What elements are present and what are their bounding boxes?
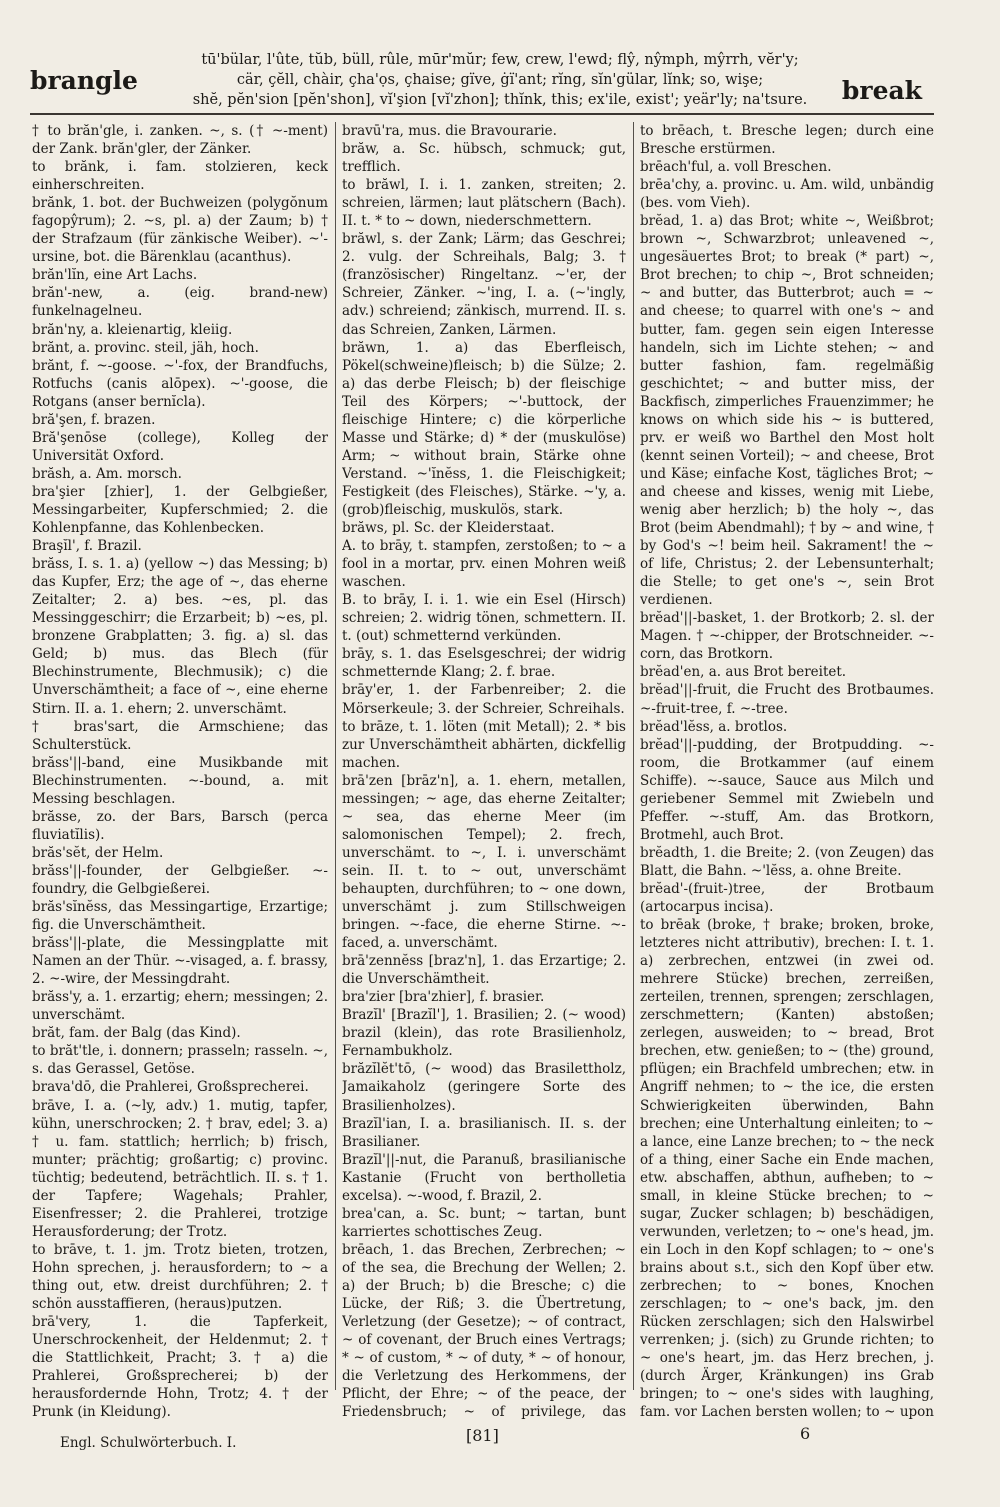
dictionary-entry: brăss'||-plate, die Messingplatte mit Namen an der Thür. ~-visaged, a. f. brassy, 2. ~-wire, der Messingdraht. — [32, 935, 328, 988]
dictionary-entry: brăwn, 1. a) das Eberfleisch, Pökel(schweine)fleisch; b) die Sülze; 2. a) das derbe Fleisch; b) der fleischige Teil des Körpers; ~'-buttock, der fleischige Hintere; c) die körperliche Masse und Stärke; d) * der (muskulöse) Arm; ~ without brain, Stärke ohne Verstand. ~'ĭnĕss, 1. die Fleischigkeit; Festigkeit (des Fleisches), Stärke. ~'y, a. (grob)fleischig, muskulös, stark. — [342, 339, 626, 518]
dictionary-entry: to brăt'tle, i. donnern; prasseln; rasseln. ~, s. das Gerassel, Getöse. — [32, 1043, 328, 1078]
dictionary-entry: brăwl, s. der Zank; Lärm; das Geschrei; 2. vulg. der Schreihals, Balg; 3. † (französischer) Ringeltanz. ~'er, der Schreier, Zänker. ~'ing, I. a. (~'ingly, adv.) schreiend; zänkisch, murrend. II. s. das Schreien, Zanken, Lärmen. — [342, 231, 626, 338]
dictionary-entry: B. to brāy, I. i. 1. wie ein Esel (Hirsch) schreien; 2. widrig tönen, schmettern. II. t. (out) schmetternd verkünden. — [342, 592, 626, 645]
dictionary-entry: to brănk, i. fam. stolzieren, keck einherschreiten. — [32, 159, 328, 194]
header-rule — [30, 113, 934, 115]
dictionary-entry: brēach, 1. das Brechen, Zerbrechen; ~ of the sea, die Brechung der Wellen; 2. a) der Bruch; b) die Bresche; c) die Lücke, der Riß; 3. die Übertretung, Verletzung (der Gesetze); ~ of contract, ~ of covenant, der Bruch eines Vertrags; * ~ of custom, * ~ of duty, * ~ of honour, die Verletzung des Herkommens, der Pflicht, der Ehre; ~ of the peace, der Friedensbruch; ~ of privilege, das — [342, 1241, 626, 1421]
signature-mark: 6 — [800, 1424, 811, 1443]
dictionary-entry: brăs'sĕt, der Helm. — [32, 844, 164, 861]
pronunciation-key — [190, 50, 810, 110]
dictionary-entry: brăn'lĭn, eine Art Lachs. — [32, 267, 198, 284]
dictionary-entry: brănk, 1. bot. der Buchweizen (polygŏnum fagopŷrum); 2. ~s, pl. a) der Zaum; b) † der Strafzaum (für zänkische Weiber). ~'-ursine, bot. die Bärenklau (acanthus). — [32, 195, 328, 266]
dictionary-entry: bravū'ra, mus. die Bravourarie. — [342, 123, 557, 139]
dictionary-entry: A. to brāy, t. stampfen, zerstoßen; to ~ a fool in a mortar, prv. einen Mohren weiß waschen. — [342, 538, 626, 591]
pronunciation-line: cär, çĕll, chàir, çha'ọs, çhaise; gïve, ġï'ant; rĭng, sĭn'gülar, lĭnk; so, wişe; — [236, 72, 764, 88]
dictionary-entry: brā'zen [brāz'n], a. 1. ehern, metallen, messingen; ~ age, das eherne Zeitalter; ~ sea, das eherne Meer (im salomonischen Tempel); 2. frech, unverschämt. to ~, I. i. unverschämt sein. II. t. to ~ out, unverschämt behaupten, durchführen; to ~ one down, unverschämt j. zum Stillschweigen bringen. ~-face, die eherne Stirne. ~-faced, a. unverschämt. — [342, 772, 626, 952]
dictionary-entry: brĕad, 1. a) das Brot; white ~, Weißbrot; brown ~, Schwarzbrot; unleavened ~, ungesäuertes Brot; to break (* part) ~, Brot brechen; to chip ~, Brot schneiden; ~ and butter, das Butterbrot; auch = ~ and cheese; to quarrel with one's ~ and butter, fam. gegen sein eigen Interesse handeln, sich im Lichte stehen; ~ and butter fashion, fam. regelmäßig geschichtet; ~ and butter miss, der Backfisch, zimperliches Frauenzimmer; he knows on which side his ~ is buttered, prv. er weiß wo Barthel den Most holt (kennt seinen Vorteil); ~ and cheese, Brot und Käse; einfache Kost, tägliches Brot; ~ and cheese and kisses, wenig mit Liebe, wenig aber herzlich; b) the holy ~, das Brot (beim Abendmahl); † by ~ and wine, † by God's ~! beim heil. Sakrament! the ~ of life, Christus; 2. der Lebensunterhalt; die Stelle; to get one's ~, sein Brot verdienen. — [640, 213, 934, 609]
dictionary-entry: brănt, f. ~-goose. ~'-fox, der Brandfuchs, Rotfuchs (canis alōpex). ~'-goose, die Rotgans (anser bernĭcla). — [32, 357, 328, 410]
dictionary-entry: brăn'ny, a. kleienartig, kleiig. — [32, 321, 233, 338]
dictionary-entry: to brāve, t. 1. jm. Trotz bieten, trotzen, Hohn sprechen, j. herausfordern; to ~ a thing out, etw. dreist durchführen; 2. † schön ausstaffieren, (heraus)putzen. — [32, 1241, 328, 1313]
dictionary-entry: brāve, I. a. (~ly, adv.) 1. mutig, tapfer, kühn, unerschrocken; 2. † brav, edel; 3. a) † u. fam. stattlich; herrlich; b) frisch, munter; prächtig; großartig; c) provinc. tüchtig; bedeutend, beträchtlich. II. s. † 1. der Tapfere; Wagehals; Prahler, Eisenfresser; 2. die Prahlerei, trotzige Herausforderung; der Trotz. — [32, 1097, 328, 1240]
column-divider — [633, 122, 634, 1390]
dictionary-entry: bra'zier [bra'zhier], f. brasier. — [342, 989, 545, 1006]
dictionary-entry: brănt, a. provinc. steil, jäh, hoch. — [32, 339, 259, 356]
dictionary-entry: brā'very, 1. die Tapferkeit, Unerschrockenheit, der Heldenmut; 2. † die Stattlichkeit, Pracht; 3. † a) die Prahlerei, Großsprecherei; b) der herausfordernde Hohn, Trotz; 4. † der Prunk (in Kleidung). — [32, 1314, 328, 1421]
dictionary-entry: brăw, a. Sc. hübsch, schmuck; gut, trefflich. — [342, 141, 626, 176]
dictionary-entry: brăsse, zo. der Bars, Barsch (perca fluviatĭlis). — [32, 808, 328, 843]
dictionary-entry: brăzĭlĕt'tō, (~ wood) das Brasilettholz, Jamaikaholz (geringere Sorte des Brasilienholzes). — [342, 1061, 626, 1114]
pronunciation-line: shĕ, pĕn'sion [pĕn'shon], vĭ'şion [vĭ'zhon]; thĭnk, this; ex'ile, exist'; yeär'ly; na'tsure. — [192, 92, 808, 108]
dictionary-entry: brĕad'en, a. aus Brot bereitet. — [640, 664, 847, 681]
dictionary-entry: Brazĭl'||-nut, die Paranuß, brasilianische Kastanie (Frucht von bertholletia excelsa). ~-wood, f. Brazil, 2. — [342, 1151, 626, 1204]
dictionary-entry: brăss'||-founder, der Gelbgießer. ~-foundry, die Gelbgießerei. — [32, 862, 328, 897]
dictionary-entry: brĕad'lĕss, a. brotlos. — [640, 718, 788, 735]
dictionary-entry: brēach'ful, a. voll Breschen. — [640, 159, 832, 176]
dictionary-entry: brēa'chy, a. provinc. u. Am. wild, unbändig (bes. vom Vieh). — [640, 177, 934, 212]
dictionary-entry: Braşĭl', f. Brazil. — [32, 538, 142, 555]
dictionary-entry: brăss, I. s. 1. a) (yellow ~) das Messing; b) das Kupfer, Erz; the age of ~, das eherne Zeitalter; 2. a) bes. ~es, pl. das Messinggeschirr; die Erzarbeit; b) ~es, pl. bronzene Grabplatten; 3. fig. a) sl. das Geld; b) mus. das Blech (für Blechinstrumente, Blechmusik); c) die Unverschämtheit; a face of ~, eine eherne Stirn. II. a. 1. ehern; 2. unverschämt. — [32, 556, 328, 717]
dictionary-entry: Bră'şenōse (college), Kolleg der Universität Oxford. — [32, 429, 328, 464]
dictionary-entry — [32, 1421, 328, 1422]
dictionary-entry: brĕad'||-pudding, der Brotpudding. ~-room, die Brotkammer (auf einem Schiffe). ~-sauce, Sauce aus Milch und geriebener Semmel mit Zwiebeln und Pfeffer. ~-stuff, Am. das Brotkorn, Brotmehl, auch Brot. — [640, 736, 934, 843]
dictionary-entry: † bras'sart, die Armschiene; das Schulterstück. — [32, 718, 328, 753]
dictionary-entry: brăn'-new, a. (eig. brand-new) funkelnagelneu. — [32, 285, 328, 320]
column-1 — [32, 122, 328, 1422]
dictionary-entry: Brazĭl'ian, I. a. brasilianisch. II. s. der Brasilianer. — [342, 1115, 626, 1150]
dictionary-entry: bră'şen, f. brazen. — [32, 411, 156, 428]
book-title-footer: Engl. Schulwörterbuch. I. — [60, 1435, 237, 1451]
dictionary-entry: brăsh, a. Am. morsch. — [32, 465, 182, 482]
dictionary-entry: to brēach, t. Bresche legen; durch eine Bresche erstürmen. — [640, 123, 934, 158]
column-2 — [342, 122, 626, 1422]
page-number: [81] — [466, 1426, 499, 1445]
dictionary-entry: brăs'sĭnĕss, das Messingartige, Erzartige; fig. die Unverschämtheit. — [32, 899, 328, 934]
dictionary-entry: brăss'||-band, eine Musikbande mit Blechinstrumenten. ~-bound, a. mit Messing beschlagen. — [32, 754, 328, 807]
dictionary-entry: bra'şier [zhier], 1. der Gelbgießer, Messingarbeiter, Kupferschmied; 2. die Kohlenpfanne, das Kohlenbecken. — [32, 483, 328, 537]
dictionary-entry: to brăwl, I. i. 1. zanken, streiten; 2. schreien, lärmen; laut plätschern (Bach). II. t. * to ~ down, niederschmettern. — [342, 177, 626, 230]
dictionary-entry: to brēak (broke, † brake; broken, broke, letzteres nicht attributiv), brechen: I. t. 1. a) zerbrechen, entzwei (in zwei od. mehrere Stücke) brechen, zerreißen, zerteilen, trennen, sprengen; zerschlagen, zerschmettern; (Kanten) abstoßen; zerlegen, ausweiden; to ~ bread, Brot brechen, etw. genießen; to ~ (the) ground, pflügen; ein Brachfeld umbrechen; etw. in Angriff nehmen; to ~ the ice, die ersten Schwierigkeiten überwinden, Bahn brechen; eine Unterhaltung einleiten; to ~ a lance, eine Lanze brechen; to ~ the neck of a thing, einer Sache ein Ende machen, etw. abschaffen, abthun, aufheben; to ~ small, in kleine Stücke brechen; to ~ sugar, Zucker schlagen; b) beschädigen, verwunden, verletzen; to ~ one's head, jm. ein Loch in den Kopf schlagen; to ~ one's brains about s.t., sich den Kopf über etw. zerbrechen; to ~ bones, Knochen zerschlagen; to ~ one's back, jm. den Rücken zerschlagen; sich den Halswirbel verrenken; j. (sich) zu Grunde richten; to ~ one's heart, jm. das Herz brechen, j. (durch Ärger, Kränkungen) ins Grab bringen; to ~ one's sides with laughing, fam. vor Lachen bersten wollen; to ~ upon — [640, 917, 934, 1421]
dictionary-entry: brĕad'-(fruit-)tree, der Brotbaum (artocarpus incisa). — [640, 880, 934, 916]
dictionary-entry: † to brăn'gle, i. zanken. ~, s. († ~-ment) der Zank. brăn'gler, der Zänker. — [32, 123, 328, 158]
dictionary-entry: Brazĭl' [Brazĭl'], 1. Brasilien; 2. (~ wood) brazil (klein), das rote Brasilienholz, Fernambukholz. — [342, 1007, 626, 1060]
dictionary-entry: brĕadth, 1. die Breite; 2. (von Zeugen) das Blatt, die Bahn. ~'lĕss, a. ohne Breite. — [640, 844, 934, 879]
dictionary-entry: brăws, pl. Sc. der Kleiderstaat. — [342, 520, 555, 537]
dictionary-entry: brava'dō, die Prahlerei, Großsprecherei. — [32, 1079, 309, 1096]
left-guide-word: brangle — [30, 66, 138, 95]
dictionary-entry: brea'can, a. Sc. bunt; ~ tartan, bunt karriertes schottisches Zeug. — [342, 1205, 626, 1240]
dictionary-entry: brāy'er, 1. der Farbenreiber; 2. die Mörserkeule; 3. der Schreier, Schreihals. — [342, 682, 626, 717]
dictionary-entry: brĕad'||-basket, 1. der Brotkorb; 2. sl. der Magen. † ~-chipper, der Brotschneider. ~-corn, das Brotkorn. — [640, 610, 934, 663]
column-3 — [640, 122, 934, 1422]
dictionary-entry: brăss'y, a. 1. erzartig; ehern; messingen; 2. unverschämt. — [32, 989, 328, 1024]
column-divider — [335, 122, 336, 1390]
dictionary-entry: brĕad'||-fruit, die Frucht des Brotbaumes. ~-fruit-tree, f. ~-tree. — [640, 682, 934, 717]
dictionary-entry: brā'zennĕss [braz'n], 1. das Erzartige; 2. die Unverschämtheit. — [342, 953, 626, 988]
dictionary-entry: to brāze, t. 1. löten (mit Metall); 2. * bis zur Unverschämtheit abhärten, dickfellig machen. — [342, 718, 626, 771]
dictionary-entry: brăt, fam. der Balg (das Kind). — [32, 1025, 241, 1042]
right-guide-word: break — [841, 76, 922, 105]
pronunciation-line: tū'bülar, l'ûte, tŭb, büll, rûle, mūr'mŭr; few, crew, l'ewd; flŷ, nŷmph, mŷrrh, vĕr'y; — [201, 52, 799, 68]
dictionary-entry: brāy, s. 1. das Eselsgeschrei; der widrig schmetternde Klang; 2. f. brae. — [342, 646, 626, 681]
